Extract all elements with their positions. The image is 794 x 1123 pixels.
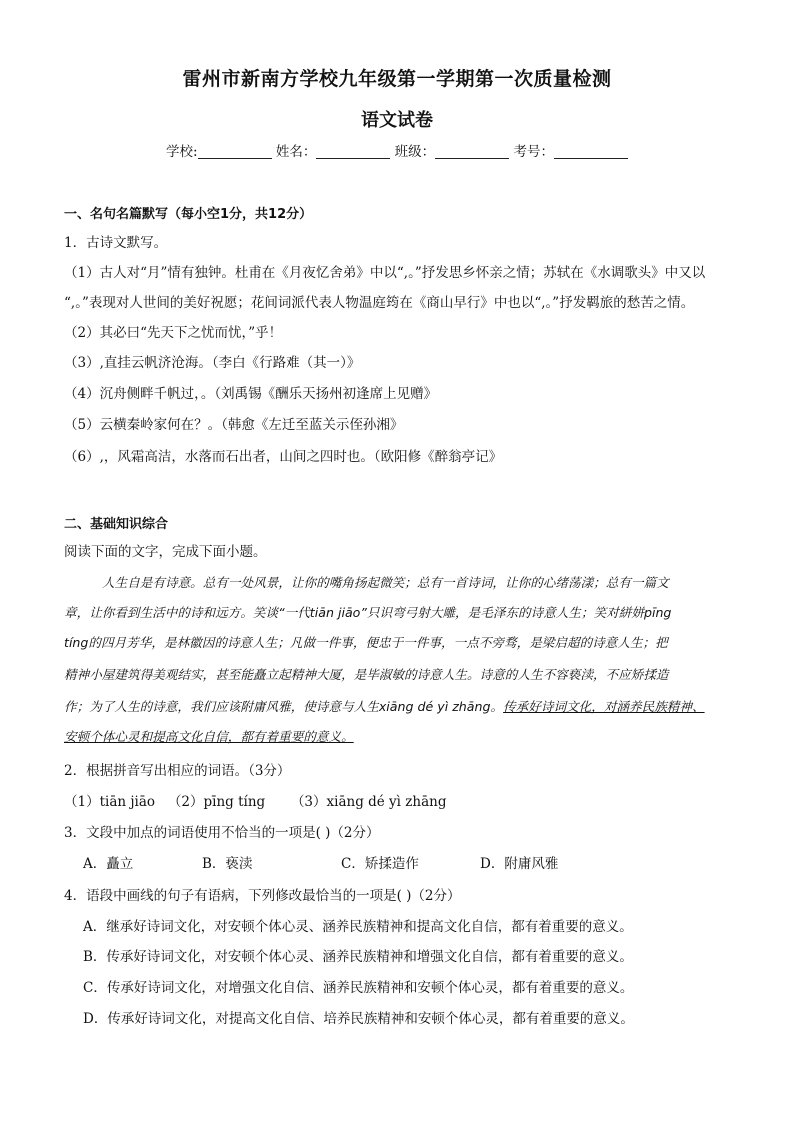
q2-items <box>64 790 446 810</box>
class-blank <box>435 144 509 159</box>
passage-line-5-text: 作；为了人生的诗意，我们应该附庸风雅，使诗意与人生xiāng dé yì zhāng。 <box>64 699 504 714</box>
student-info-row <box>0 140 794 160</box>
underlined-sentence-part1: 传承好诗词文化，对涵养民族精神、 <box>503 699 705 714</box>
school-blank <box>198 144 272 159</box>
school-label: 学校: <box>166 144 198 160</box>
q1-line-4: （3）,直挂云帆济沧海。（李白《行路难（其一）》 <box>64 355 361 371</box>
section1-heading: 一、名句名篇默写（每小空1分，共12分） <box>64 207 313 222</box>
q4-title: 4．语段中画线的句子有语病，下列修改最恰当的一项是( )（2分） <box>64 888 461 904</box>
q3-option-c: C．矫揉造作 <box>341 856 419 872</box>
q4-option-c: C．传承好诗词文化，对增强文化自信、涵养民族精神和安顿个体心灵，都有着重要的意义。 <box>83 980 634 996</box>
q1-line-7: （6）,，风霜高洁，水落而石出者，山间之四时也。（欧阳修《醉翁亭记》 <box>64 449 503 465</box>
exam-subtitle: 语文试卷 <box>361 110 433 131</box>
q3-option-a: A．矗立 <box>83 856 134 872</box>
q1-title: 1．古诗文默写。 <box>64 235 168 251</box>
q3-option-d: D．附庸风雅 <box>480 856 559 872</box>
exam-number-blank <box>554 144 628 159</box>
q4-option-d: D．传承好诗词文化，对提高文化自信、培养民族精神和安顿个体心灵，都有着重要的意义。 <box>83 1011 634 1027</box>
passage-line-4: 精神小屋建筑得美观结实，甚至能矗立起精神大厦，是毕淑敏的诗意人生。诗意的人生不容亵渎，不应矫揉造 <box>64 667 669 682</box>
q1-line-2: “,。”表现对人世间的美好祝愿；花间词派代表人物温庭筠在《商山早行》中也以“,。”抒发羁旅的愁苦之情。 <box>64 295 695 311</box>
q1-line-5: （4）沉舟侧畔千帆过，。（刘禹锡《酬乐天扬州初逢席上见赠》 <box>64 386 438 402</box>
q3-title: 3．文段中加点的词语使用不恰当的一项是( )（2分） <box>64 825 380 841</box>
q2-item-3: （3）xiāng dé yì zhāng <box>290 794 447 810</box>
q4-option-b: B．传承好诗词文化，对安顿个体心灵、涵养民族精神和增强文化自信，都有着重要的意义。 <box>83 949 633 965</box>
section2-intro: 阅读下面的文字，完成下面小题。 <box>64 544 267 560</box>
q2-item-2: （2）pīng tíng <box>167 794 266 810</box>
passage-line-5 <box>64 696 742 715</box>
q2-item-1: （1）tiān jiāo <box>64 794 156 810</box>
passage-line-1: 人生自是有诗意。总有一处风景，让你的嘴角扬起微笑；总有一首诗词，让你的心绪荡漾；总有一篇文 <box>102 575 669 590</box>
q1-line-3: （2）其必曰“先天下之忧而忧，”乎！ <box>64 325 283 341</box>
q1-line-1: （1）古人对“月”情有独钟。杜甫在《月夜忆舍弟》中以“,。”抒发思乡怀亲之情；苏轼在《水调歌头》中又以 <box>64 265 706 281</box>
passage-line-2: 章，让你看到生活中的诗和远方。笑谈“一代tiān jiāo”只识弯弓射大雕，是毛泽东的诗意人生；笑对絣姘pīng <box>64 605 672 620</box>
name-blank <box>316 144 390 159</box>
section2-heading: 二、基础知识综合 <box>64 517 169 532</box>
q1-line-6: （5）云横秦岭家何在？。（韩愈《左迁至蓝关示侄孙湘》 <box>64 417 404 433</box>
q2-title: 2．根据拼音写出相应的词语。（3分） <box>64 763 291 779</box>
q4-option-a: A．继承好诗词文化，对安顿个体心灵、涵养民族精神和提高文化自信，都有着重要的意义。 <box>83 919 633 935</box>
exam-number-label: 考号： <box>513 144 554 160</box>
underlined-sentence-part2: 安顿个体心灵和提高文化自信，都有着重要的意义。 <box>64 729 354 744</box>
name-label: 姓名： <box>275 144 317 160</box>
class-label: 班级： <box>394 144 436 160</box>
exam-title: 雷州市新南方学校九年级第一学期第一次质量检测 <box>182 68 612 90</box>
q3-option-b: B．亵渎 <box>202 856 253 872</box>
passage-line-3: tíng的四月芳华，是林徽因的诗意人生；凡做一件事，便忠于一件事，一点不旁骛，是梁启超的诗意人生；把 <box>64 635 668 650</box>
